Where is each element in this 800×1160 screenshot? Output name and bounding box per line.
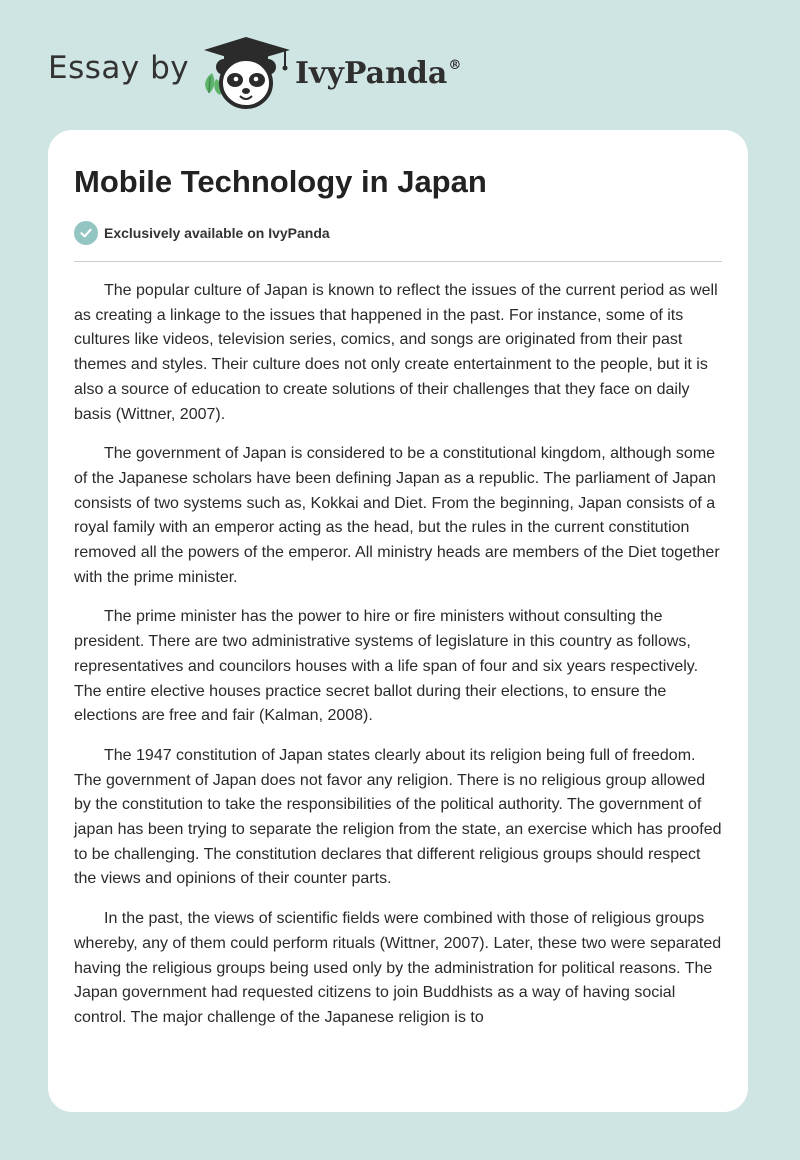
exclusive-badge [74, 221, 330, 245]
paragraph: The popular culture of Japan is known to reflect the issues of the current period as well as creating a linkage to the issues that happened in the past. For instance, some of its cultures like videos, television series, comics, and songs are originated from their past themes and styles. Their culture does not only create entertainment to the people, but it is also a source of education to create solutions of their challenges that they face on daily basis (Wittner, 2007). [74, 282, 718, 423]
brand-name[interactable]: IvyPanda® [295, 56, 462, 91]
exclusive-label: Exclusively available on IvyPanda [104, 225, 330, 241]
paragraph: The 1947 constitution of Japan states clearly about its religion being full of freedom. The government of Japan does not favor any religion. There is no religious group allowed by the constitution to take the responsibilities of the political authority. The government of japan has been trying to separate the religion from the state, an exercise which has proofed to be challenging. The constitution declares that different religious groups should respect the views and opinions of their counter parts. [74, 746, 722, 888]
essay-by-label: Essay by [48, 50, 190, 86]
paragraph: The government of Japan is considered to be a constitutional kingdom, although some of the Japanese scholars have been defining Japan as a republic. The parliament of Japan consists of two systems such as, Kokkai and Diet. From the beginning, Japan consists of a royal family with an emperor acting as the head, but the rules in the current constitution removed all the powers of the emperor. All ministry heads are members of the Diet together with the prime minister. [74, 445, 720, 586]
divider [74, 261, 722, 262]
site-header [0, 0, 800, 130]
paragraph: In the past, the views of scientific fields were combined with those of religious groups whereby, any of them could perform rituals (Wittner, 2007). Later, these two were separated having the religious groups being used only by the administration for political reasons. The Japan government had requested citizens to join Buddhists as a way of having social control. The major challenge of the Japanese religion is to [74, 910, 722, 1026]
paragraph: The prime minister has the power to hire or fire ministers without consulting the president. There are two administrative systems of legislature in this country as follows, representatives and councilors houses with a life span of four and six years respectively. The entire elective houses practice secret ballot during their elections, to ensure the elections are free and fair (Kalman, 2008). [74, 608, 699, 725]
essay-card [48, 130, 748, 1112]
panda-graduate-icon[interactable] [200, 35, 292, 110]
check-circle-icon [74, 221, 98, 245]
essay-body [74, 279, 726, 1046]
page-title: Mobile Technology in Japan [74, 164, 487, 199]
